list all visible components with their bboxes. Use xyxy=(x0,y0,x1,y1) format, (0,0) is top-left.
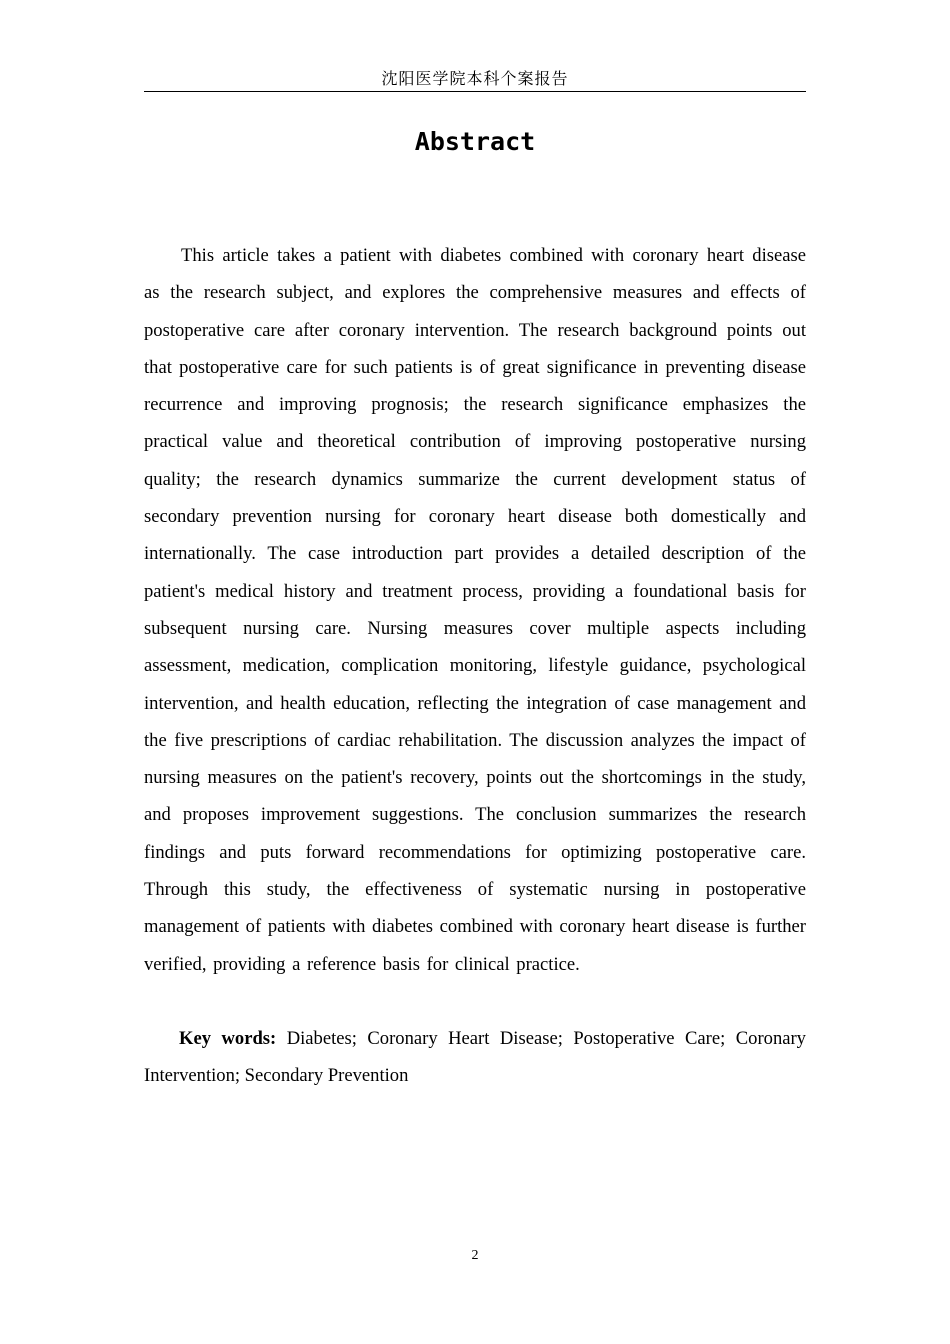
keywords-paragraph xyxy=(144,1020,806,1095)
keywords-list: Diabetes; Coronary Heart Disease; Postoperative Care; Coronary Intervention; Secondary Prevention xyxy=(144,1028,806,1087)
keywords-label: Key words: xyxy=(179,1028,277,1049)
header-rule xyxy=(144,91,806,92)
page-title: Abstract xyxy=(414,127,536,156)
abstract-paragraph: This article takes a patient with diabetes combined with coronary heart disease as the research subject, and explores the comprehensive measures and effects of postoperative care after coronary intervention. The research background points out that postoperative care for such patients is of great significance in preventing disease recurrence and improving prognosis; the research significance emphasizes the practical value and theoretical contribution of improving postoperative nursing quality; the research dynamics summarize the current development status of secondary prevention nursing for coronary heart disease both domestically and internationally. The case introduction part provides a detailed description of the patient's medical history and treatment process, providing a foundational basis for subsequent nursing care. Nursing measures cover multiple aspects including assessment, medication, complication monitoring, lifestyle guidance, psychological intervention, and health education, reflecting the integration of case management and the five prescriptions of cardiac rehabilitation. The discussion analyzes the impact of nursing measures on the patient's recovery, points out the shortcomings in the study, and proposes improvement suggestions. The conclusion summarizes the research findings and puts forward recommendations for optimizing postoperative care. Through this study, the effectiveness of systematic nursing in postoperative management of patients with diabetes combined with coronary heart disease is further verified, providing a reference basis for clinical practice. xyxy=(144,245,806,975)
running-header: 沈阳医学院本科个案报告 xyxy=(381,69,569,88)
page-number: 2 xyxy=(471,1248,479,1263)
